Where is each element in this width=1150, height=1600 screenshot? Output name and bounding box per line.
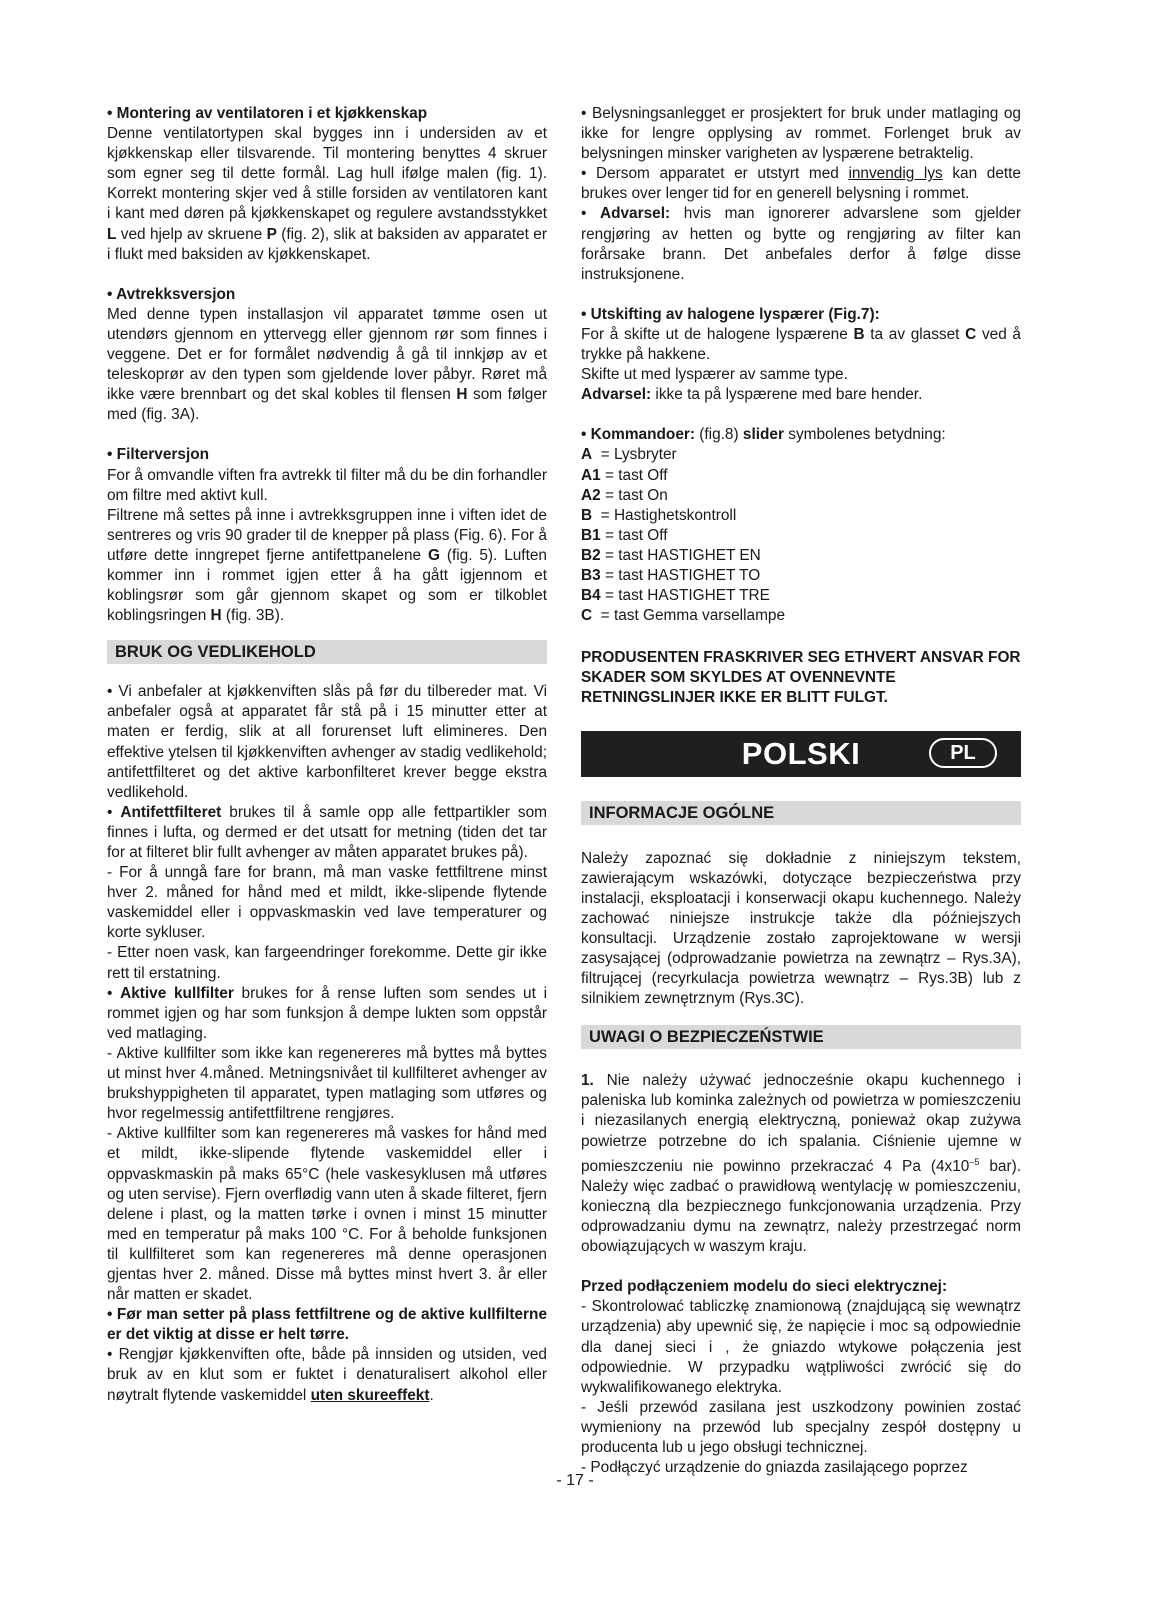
language-code-badge: PL — [929, 738, 997, 768]
list-item: B1 = tast Off — [581, 526, 668, 544]
safety-text-1: 1. Nie należy używać jednocześnie okapu kuchennego i paleniska lub kominka zależnych od powietrza w pomieszczeniu i niezasilanych energią elektryczną, ponieważ okap zużywa powietrze potrzebne do ich spalania. Ciśnienie ujemne w pomieszczeniu nie powinno przekraczać 4 Pa ($4x10^{-5}$ bar). Należy więc zadbać o prawidłową wentylację w pomieszczeniu, konieczną dla bezpiecznego funkcjonowania urządzenia. Przy odprowadzaniu dymu na zewnątrz, należy przestrzegać norm obowiązujących w waszym kraju. — [581, 1072, 1021, 1256]
usage-text-4: - Etter noen vask, kan fargeendringer forekomme. Dette gir ikke rett til erstatning. — [107, 944, 547, 982]
usage-text-1: • Vi anbefaler at kjøkkenviften slås på før du tilbereder mat. Vi anbefaler også at apparatet får stå på i 15 minutter etter at maten er ferdig, slik at all forurenset luft elimineres. Den effektive ytelsen til kjøkkenviften avhenger av stadig vedlikehold; antifettfilteret og det aktive karbonfilteret krever begge ekstra vedlikehold. — [107, 683, 547, 801]
section-title-general: INFORMACJE OGÓLNE — [581, 801, 1021, 825]
mounting-heading: • Montering av ventilatoren i et kjøkkenskap — [107, 105, 428, 122]
language-banner — [581, 731, 1021, 777]
safety-heading-2: Przed podłączeniem modelu do sieci elektrycznej: — [581, 1278, 948, 1296]
filter-text-2: Filtrene må settes på inne i avtrekksgruppen inne i viften idet de sentreres og vris 90 grader til de knepper på plass (Fig. 6). For å utføre dette inngrepet fjerne antifettpanelene G (fig. 5). Luften kommer inn i rommet igjen etter å ha gått igjennom et koblingsrør som går gjennom skapet og som er tilkoblet koblingsringen H (fig. 3B). — [107, 506, 547, 625]
list-item: B2 = tast HASTIGHET EN — [581, 546, 761, 564]
lighting-text-2: • Dersom apparatet er utstyrt med innvendig lys kan dette brukes over lenger tid for en generell belysning i rommet. — [581, 165, 1021, 203]
filter-text-1: For å omvandle viften fra avtrekk til filter må du be din forhandler om filtre med aktivt kull. — [107, 466, 547, 504]
list-item: A = Lysbryter — [581, 446, 677, 464]
lighting-text-1: • Belysningsanlegget er prosjektert for bruk under matlaging og ikke for lengre opplysing av rommet. Forlenget bruk av belysningen minsker varigheten av lyspærene betraktelig. — [581, 105, 1021, 163]
filter-heading: • Filterversjon — [107, 446, 210, 464]
list-item: A1 = tast Off — [581, 466, 668, 484]
disclaimer: PRODUSENTEN FRASKRIVER SEG ETHVERT ANSVAR FOR SKADER SOM SKYLDES AT OVENNEVNTE RETNINGSLINJER IKKE ER BLITT FULGT. — [581, 649, 1021, 707]
section-title-safety: UWAGI O BEZPIECZEŃSTWIE — [581, 1025, 1021, 1049]
section-title-usage: BRUK OG VEDLIKEHOLD — [107, 640, 547, 664]
list-item: B3 = tast HASTIGHET TO — [581, 566, 761, 584]
usage-text-8: • Før man setter på plass fettfiltrene og de aktive kullfilterne er det viktig at disse er helt tørre. — [107, 1306, 547, 1344]
exhaust-text: Med denne typen installasjon vil apparatet tømme osen ut utendørs gjennom en yttervegg eller gjennom rør som finnes i veggene. Det er for formålet nødvendig å gå til innkjøp av et teleskoprør av den typen som gjeldende lover påbyr. Røret må ikke være brennbart og det skal kobles til flensen H som følger med (fig. 3A). — [107, 305, 548, 424]
safety-text-4: - Podłączyć urządzenie do gniazda zasilającego poprzez — [581, 1459, 968, 1477]
usage-text-2: • Antifettfilteret brukes til å samle opp alle fettpartikler som finnes i lufta, og dermed er det utsatt for metning (tiden det tar for at filteret blir fullt avhenger av måten apparatet brukes på). — [107, 803, 547, 861]
usage-text-3: - For å unngå fare for brann, må man vaske fettfiltrene minst hver 2. måned for hånd med et mildt, ikke-slipende flytende vaskemiddel eller i oppvaskmaskin ved lave temperaturer og korte sykluser. — [107, 864, 547, 942]
usage-text-7: - Aktive kullfilter som kan regenereres må vaskes for hånd med et mildt, ikke-slipende flytende vaskemiddel eller i oppvaskmaskin på maks 65°C (hele vaskesyklusen må utføres og uten servise). Fjern overflødig vann uten å skade filteret, fjern delene i plast, og la matten tørke i ovnen i minst 15 minutter med en temperatur på maks 100 °C. For å beholde funksjonen til kullfilteret som kan regenereres må denne operasjonen gjentas hver 2. måned. Disse må byttes minst hvert 3. år eller når matten er skadet. — [107, 1125, 547, 1304]
lighting-warning: • Advarsel: hvis man ignorerer advarslene som gjelder rengjøring av hetten og bytte og rengjøring av filter kan forårsake brann. Det anbefales derfor å følge disse instruksjonene. — [581, 205, 1021, 283]
list-item: A2 = tast On — [581, 486, 668, 504]
halogen-text: For å skifte ut de halogene lyspærene B ta av glasset C ved å trykke på hakkene. — [581, 325, 1021, 364]
halogen-text-2: Skifte ut med lyspærer av samme type. — [581, 366, 848, 384]
exhaust-heading: • Avtrekksversjon — [107, 285, 236, 303]
controls-heading: • Kommandoer: (fig.8) slider symbolenes betydning: — [581, 426, 946, 444]
usage-text-9: • Rengjør kjøkkenviften ofte, både på innsiden og utsiden, ved bruk av en klut som er fuktet i denaturalisert alkohol eller nøytralt flytende vaskemiddel uten skureeffekt. — [107, 1346, 547, 1404]
right-column — [581, 104, 1021, 1478]
safety-text-2: - Skontrolować tabliczkę znamionową (znajdującą się wewnątrz urządzenia) aby upewnić się, że napięcie i moc są odpowiednie dla danej sieci i , że gniazdo wtykowe połączenia jest odpowiednie. W przypadku wątpliwości zwrócić się do wykwalifikowanego elektryka. — [581, 1298, 1021, 1396]
page-number: - 17 - — [556, 1472, 594, 1489]
list-item: B = Hastighetskontroll — [581, 506, 737, 524]
halogen-heading: • Utskifting av halogene lyspærer (Fig.7): — [581, 305, 880, 323]
safety-text-3: - Jeśli przewód zasilana jest uszkodzony powinien zostać wymieniony na przewód lub specjalny zespół dostępny u producenta lub u jego obsługi technicznej. — [581, 1398, 1021, 1456]
language-title: POLSKI — [741, 735, 861, 771]
general-text: Należy zapoznać się dokładnie z niniejszym tekstem, zawierającym wskazówki, dotyczące bezpieczeństwa przy instalacji, eksploatacji i konserwacji okapu kuchennego. Należy zachować niniejsze instrukcje także dla późniejszych konsultacji. Urządzenie zostało zaprojektowane w wersji zasysającej (odprowadzanie powietrza na zewnątrz – Rys.3A), filtrującej (recyrkulacja powietrza wewnątrz – Rys.3B) lub z silnikiem zewnętrznym (Rys.3C). — [581, 849, 1021, 1008]
left-column — [107, 104, 547, 1406]
mounting-text: Denne ventilatortypen skal bygges inn i undersiden av et kjøkkenskap eller tilsvarende. Til montering benyttes 4 skruer som egner seg til dette formål. Lag hull ifølge malen (fig. 1). Korrekt montering skjer ved å stille forsiden av ventilatoren kant i kant med døren på kjøkkenskapet og regulere avstandsstykket L ved hjelp av skruene P (fig. 2), slik at baksiden av apparatet er i flukt med baksiden av kjøkkenskapet. — [107, 125, 547, 263]
usage-text-5: • Aktive kullfilter brukes for å rense luften som sendes ut i rommet igjen og har som funksjon å dempe lukten som oppstår ved matlaging. — [107, 984, 547, 1042]
halogen-warning: Advarsel: ikke ta på lyspærene med bare hender. — [581, 386, 923, 404]
controls-list — [581, 445, 1021, 626]
list-item: B4 = tast HASTIGHET TRE — [581, 587, 770, 605]
usage-text-6: - Aktive kullfilter som ikke kan regenereres må byttes må byttes ut minst hver 4.måned. Metningsnivået til kullfilteret avhenger av brukshyppigheten til apparatet, typen matlaging som utføres og hvor regelmessig antifettfiltrene rengjøres. — [107, 1044, 547, 1123]
list-item: C = tast Gemma varsellampe — [581, 607, 786, 625]
